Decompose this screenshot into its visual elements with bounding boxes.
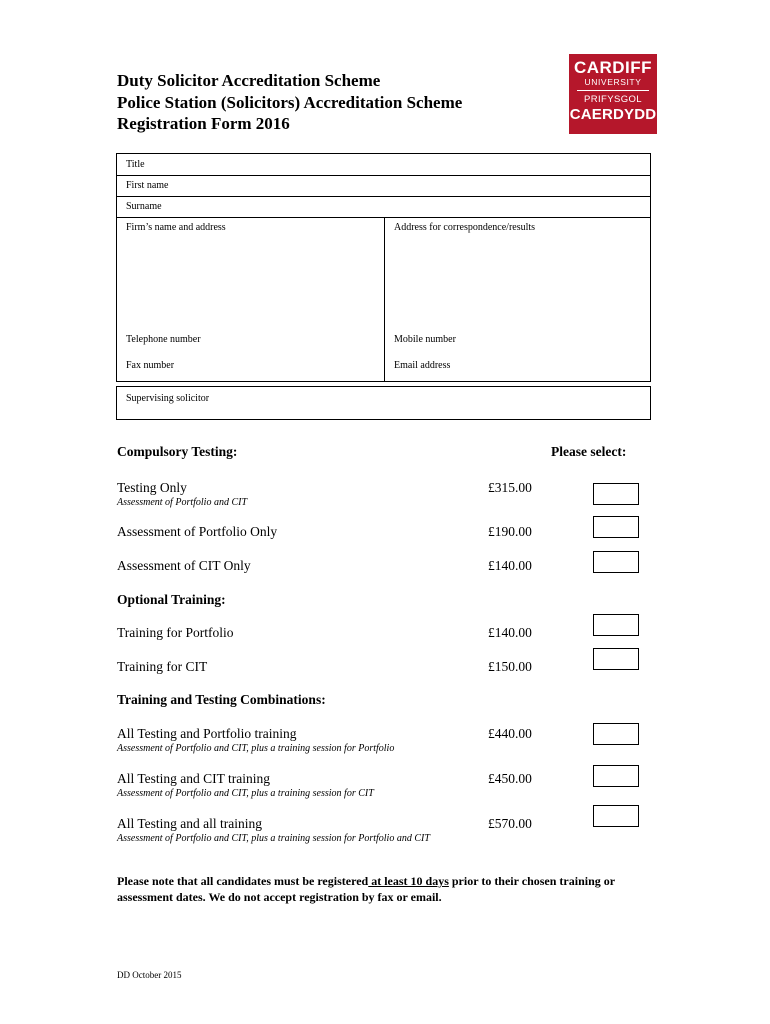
- all-testing-all-training-label: All Testing and all training: [117, 816, 263, 831]
- personal-details-table: [116, 153, 651, 382]
- portfolio-only-label: Assessment of Portfolio Only: [117, 524, 278, 539]
- supervising-solicitor-label: Supervising solicitor: [126, 393, 210, 404]
- please-select-heading: Please select:: [551, 444, 627, 459]
- logo-text-prifysgol: PRIFYSGOL: [584, 94, 642, 105]
- cit-only-checkbox[interactable]: [593, 551, 639, 573]
- heading-line-3: Registration Form 2016: [117, 114, 290, 133]
- title-label: Title: [126, 159, 145, 170]
- all-testing-cit-checkbox[interactable]: [593, 765, 639, 787]
- all-testing-portfolio-checkbox[interactable]: [593, 723, 639, 745]
- logo-text-cardiff: CARDIFF: [573, 58, 653, 77]
- all-testing-all-training-description: Assessment of Portfolio and CIT, plus a training session for Portfolio and CIT: [117, 833, 430, 844]
- testing-only-label: Testing Only: [117, 480, 187, 495]
- training-portfolio-label: Training for Portfolio: [117, 625, 234, 640]
- portfolio-only-price: £190.00: [488, 524, 532, 539]
- logo-text-caerdydd: CAERDYDD: [569, 106, 657, 123]
- all-testing-cit-label: All Testing and CIT training: [117, 771, 271, 786]
- surname-label: Surname: [126, 201, 162, 212]
- optional-training-heading: Optional Training:: [117, 592, 226, 607]
- training-cit-label: Training for CIT: [117, 659, 208, 674]
- fax-label: Fax number: [126, 360, 175, 371]
- cit-only-price: £140.00: [488, 558, 532, 573]
- training-portfolio-checkbox[interactable]: [593, 614, 639, 636]
- combinations-heading: Training and Testing Combinations:: [117, 692, 326, 707]
- note-deadline: at least 10 days: [368, 874, 449, 888]
- logo-text-university: UNIVERSITY: [584, 77, 642, 87]
- note-text-end: prior to their chosen training or assessment dates. We do not accept registration by fax or email.: [117, 874, 615, 904]
- footer-version: DD October 2015: [117, 970, 182, 980]
- firm-address-label: Firm’s name and address: [126, 222, 226, 233]
- heading-line-2: Police Station (Solicitors) Accreditation Scheme: [117, 92, 463, 112]
- correspondence-address-field[interactable]: [385, 217, 650, 381]
- title-field[interactable]: [117, 154, 650, 176]
- compulsory-testing-heading: Compulsory Testing:: [117, 444, 238, 459]
- supervising-solicitor-field[interactable]: [116, 386, 651, 420]
- all-testing-cit-description: Assessment of Portfolio and CIT, plus a training session for CIT: [117, 788, 374, 799]
- heading-line-1: Duty Solicitor Accreditation Scheme: [117, 71, 381, 90]
- form-heading: [117, 70, 462, 135]
- testing-only-description: Assessment of Portfolio and CIT: [117, 497, 248, 508]
- all-testing-portfolio-label: All Testing and Portfolio training: [117, 726, 297, 741]
- correspondence-label: Address for correspondence/results: [394, 222, 536, 233]
- email-label: Email address: [394, 360, 451, 371]
- all-testing-portfolio-price: £440.00: [488, 726, 532, 741]
- first-name-label: First name: [126, 180, 169, 191]
- cit-only-label: Assessment of CIT Only: [117, 558, 251, 573]
- training-cit-price: £150.00: [488, 659, 532, 674]
- training-cit-checkbox[interactable]: [593, 648, 639, 670]
- all-testing-portfolio-description: Assessment of Portfolio and CIT, plus a training session for Portfolio: [117, 743, 395, 754]
- note-text-start: Please note that all candidates must be registered: [117, 874, 369, 888]
- telephone-label: Telephone number: [126, 334, 201, 345]
- all-testing-all-training-checkbox[interactable]: [593, 805, 639, 827]
- mobile-label: Mobile number: [394, 334, 456, 345]
- registration-note: [117, 873, 657, 905]
- portfolio-only-checkbox[interactable]: [593, 516, 639, 538]
- cardiff-university-logo: [569, 54, 657, 134]
- surname-field[interactable]: [117, 196, 650, 218]
- all-testing-all-training-price: £570.00: [488, 816, 532, 831]
- testing-only-price: £315.00: [488, 480, 532, 495]
- training-portfolio-price: £140.00: [488, 625, 532, 640]
- first-name-field[interactable]: [117, 175, 650, 197]
- firm-address-field[interactable]: [117, 217, 385, 381]
- testing-only-checkbox[interactable]: [593, 483, 639, 505]
- all-testing-cit-price: £450.00: [488, 771, 532, 786]
- logo-divider: [577, 90, 649, 91]
